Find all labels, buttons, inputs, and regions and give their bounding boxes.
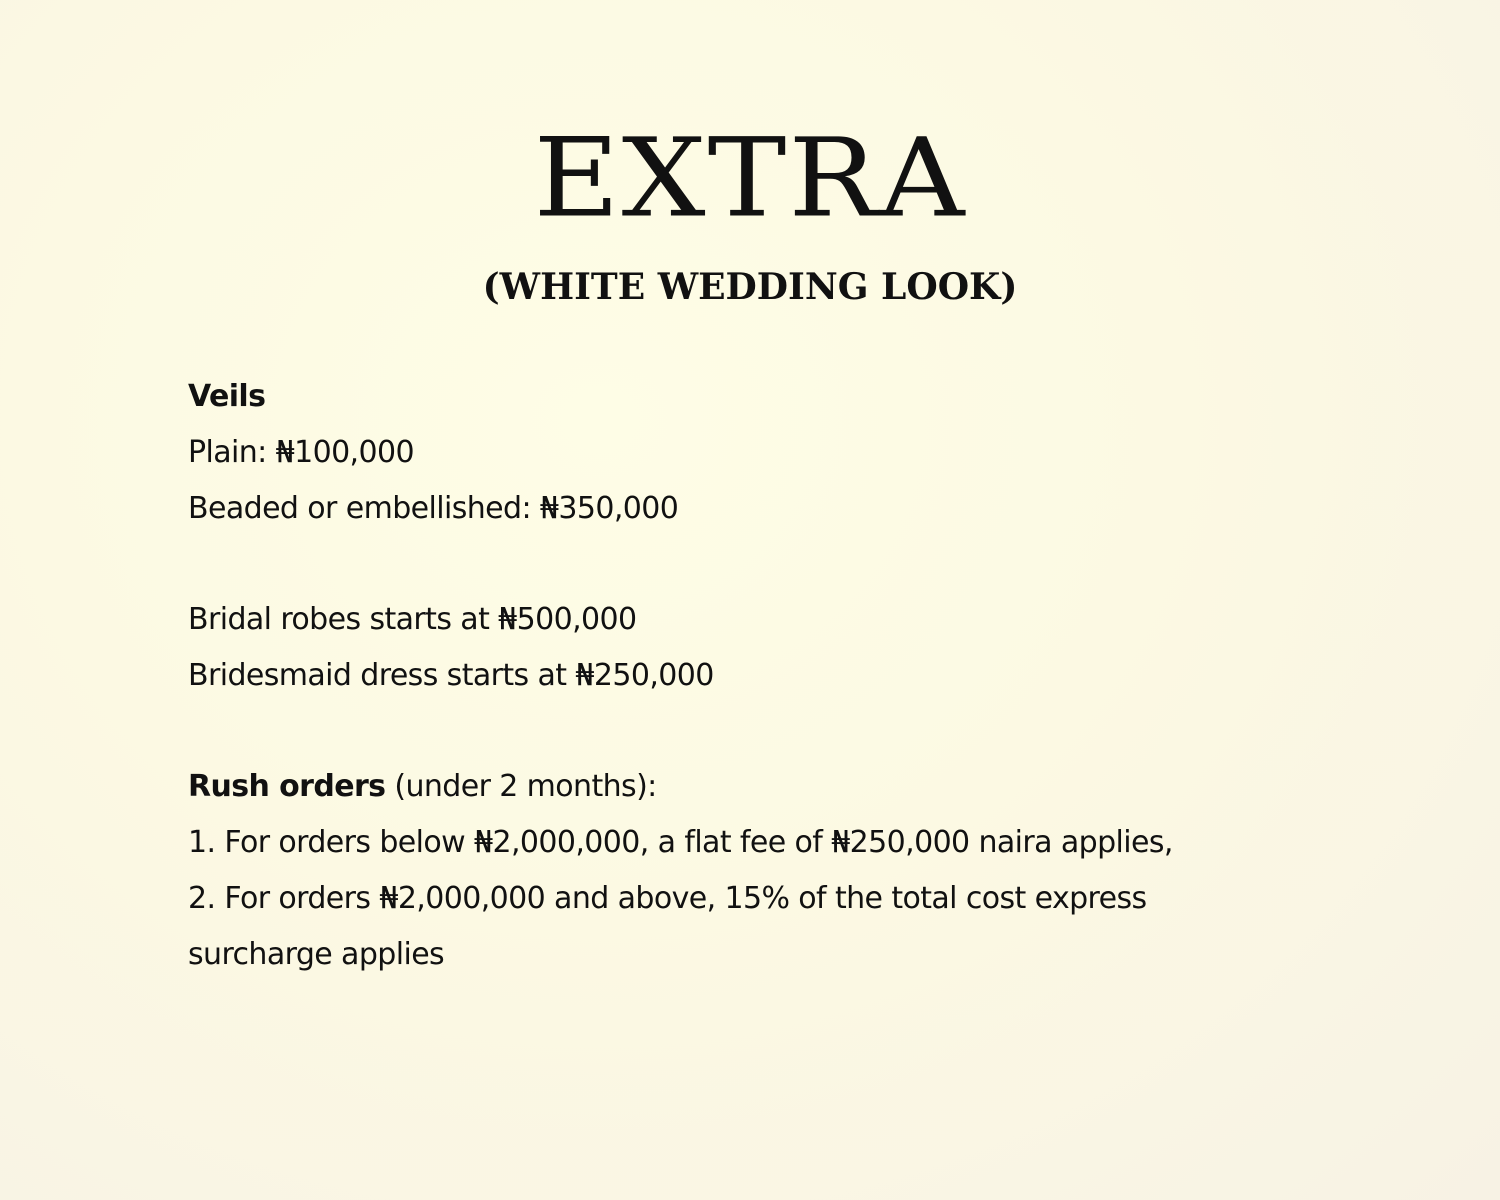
veils-heading: Veils — [188, 379, 266, 414]
section-spacer — [188, 704, 1288, 759]
veil-plain-price: Plain: ₦100,000 — [188, 435, 414, 470]
price-details — [188, 369, 1288, 983]
rush-rule-2-line-1: 2. For orders ₦2,000,000 and above, 15% of the total cost express — [188, 881, 1147, 916]
rush-rule-2-line-2: surcharge applies — [188, 937, 445, 972]
veil-beaded-price: Beaded or embellished: ₦350,000 — [188, 491, 679, 526]
page-title: EXTRA — [533, 114, 967, 242]
rush-orders-heading-line — [188, 759, 1288, 815]
page-subtitle: (WHITE WEDDING LOOK) — [482, 266, 1018, 308]
bridal-robes-price: Bridal robes starts at ₦500,000 — [188, 602, 637, 637]
bridesmaid-dress-price: Bridesmaid dress starts at ₦250,000 — [188, 658, 714, 693]
rush-orders-condition: (under 2 months): — [385, 769, 657, 804]
section-spacer — [188, 537, 1288, 592]
rush-rule-1: 1. For orders below ₦2,000,000, a flat fee of ₦250,000 naira applies, — [188, 825, 1173, 860]
rush-orders-heading: Rush orders — [188, 769, 386, 804]
